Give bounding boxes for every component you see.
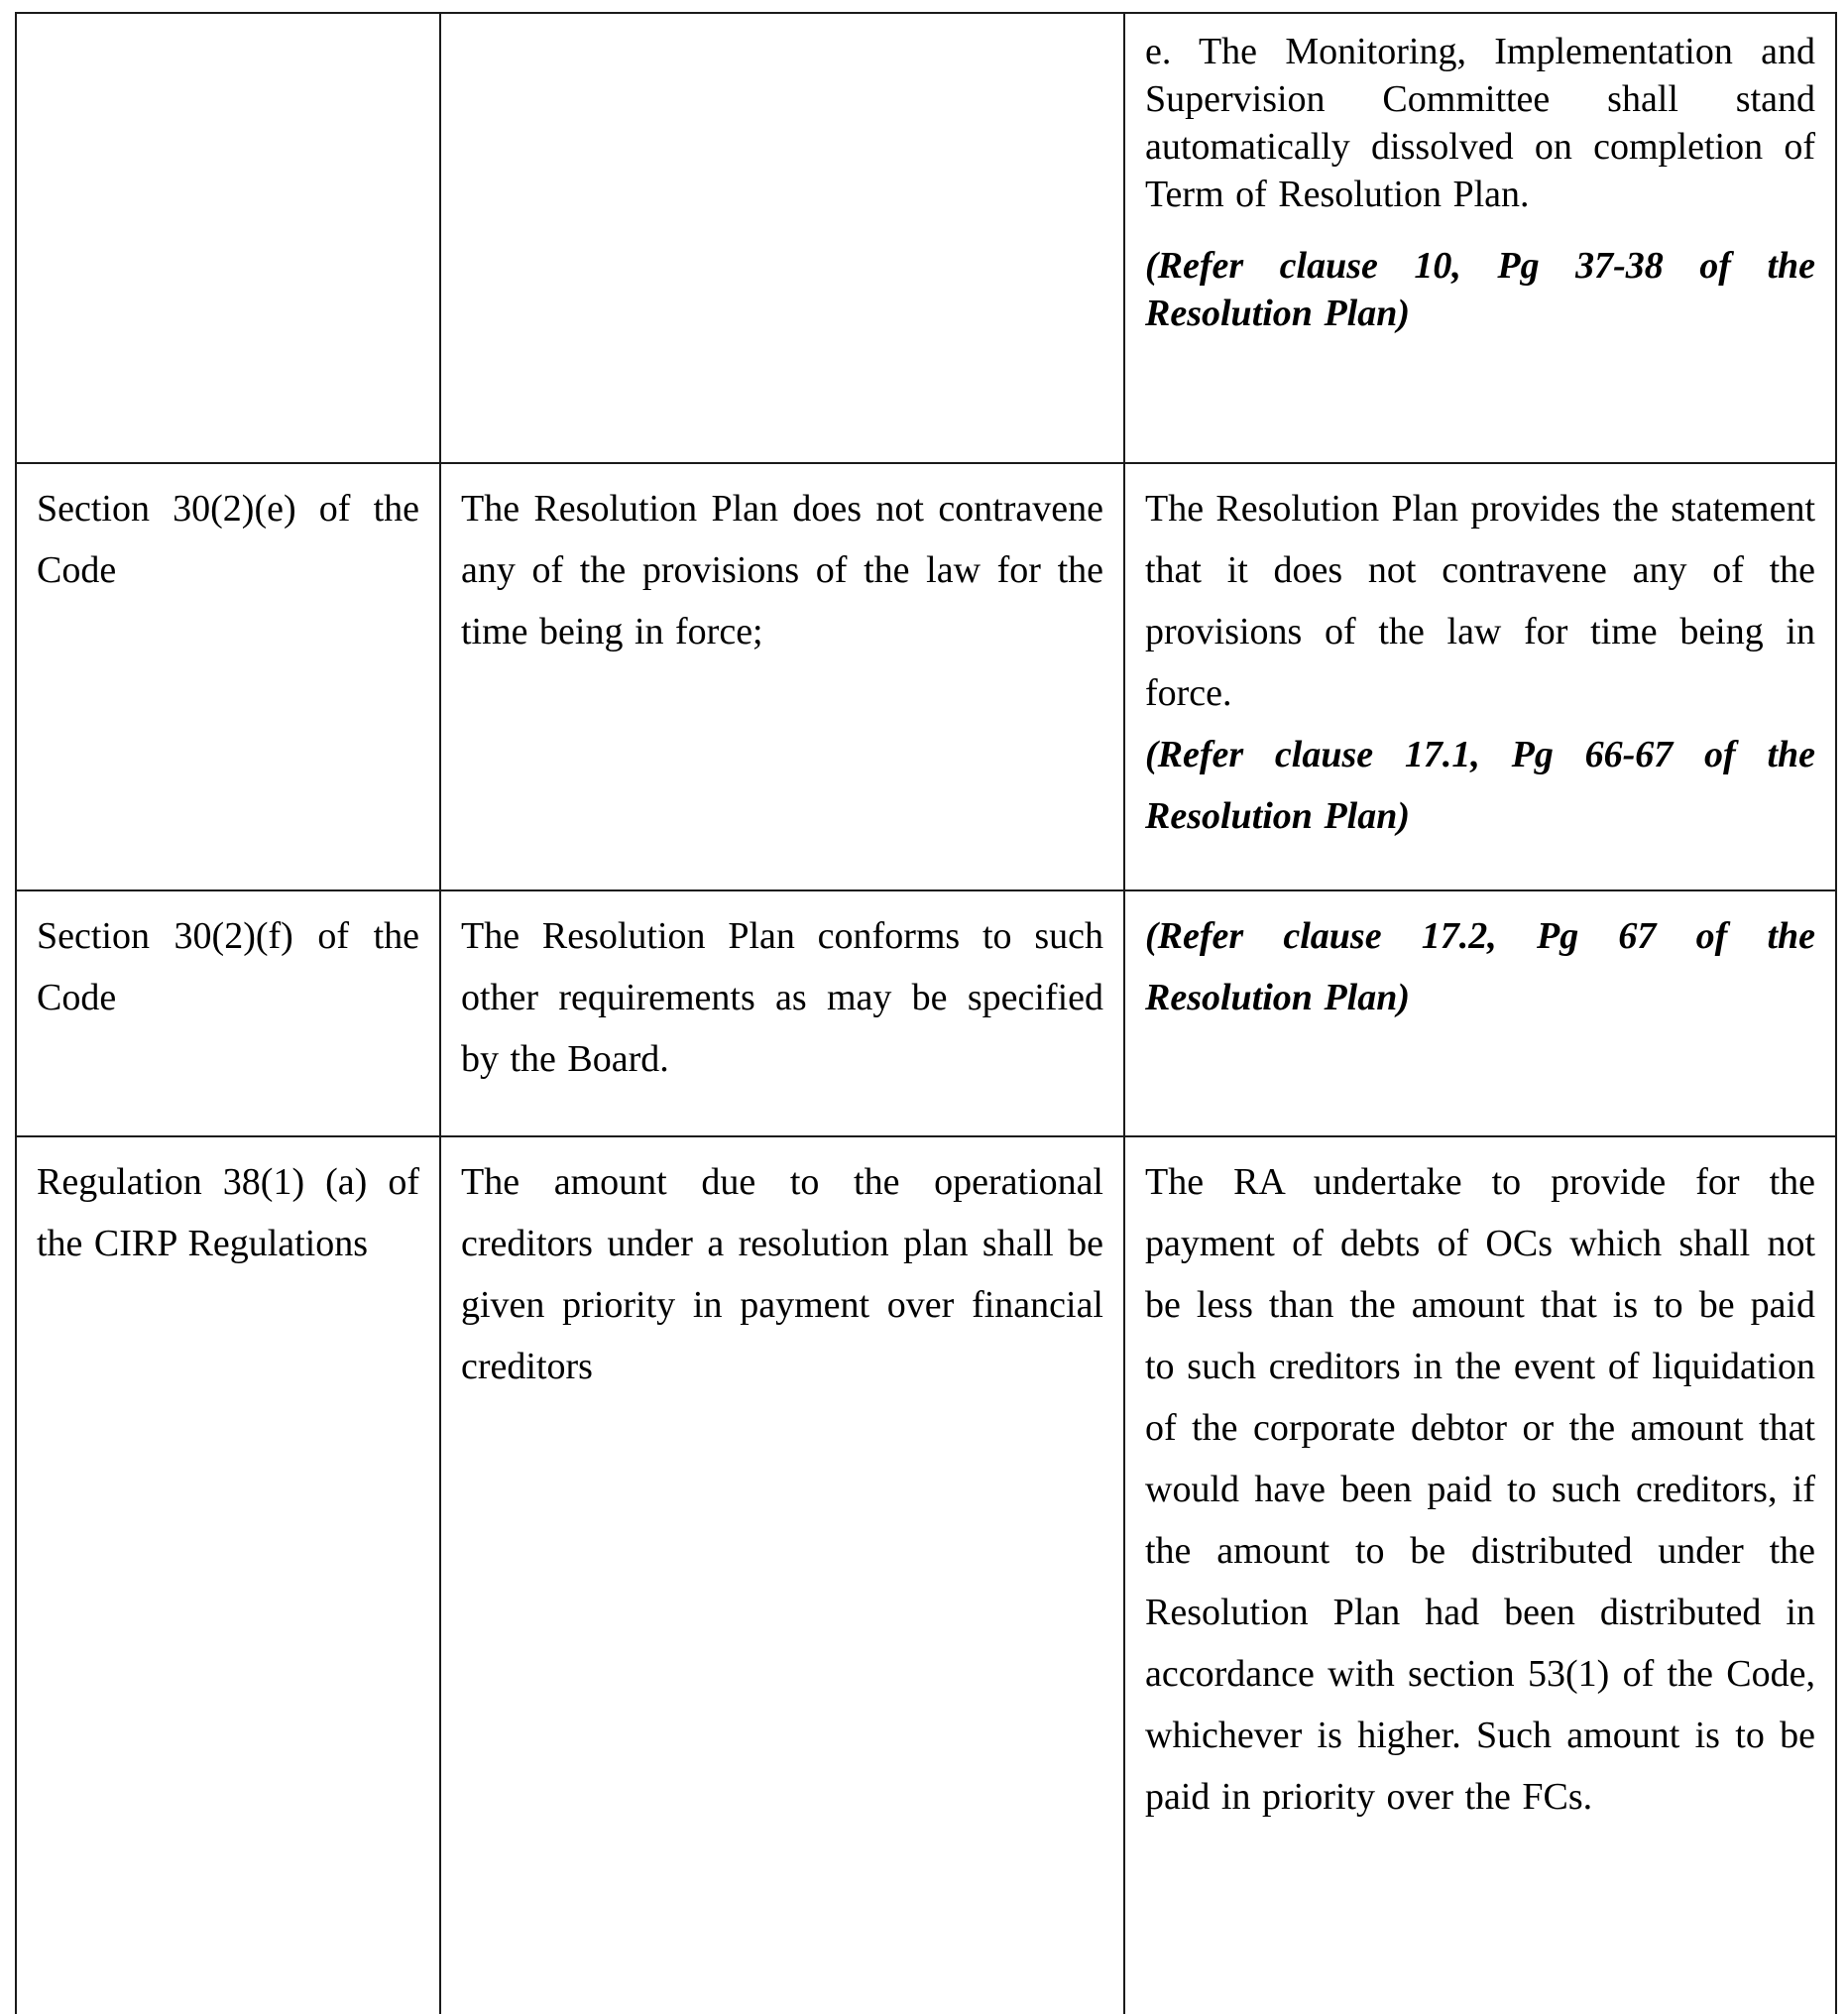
compliance-cell (1124, 890, 1836, 1136)
compliance-table (15, 12, 1837, 2014)
compliance-cell (1124, 1136, 1836, 2014)
requirement-cell: The Resolution Plan does not contravene any of the provisions of the law for the time being in force; (440, 463, 1124, 890)
compliance-text: The Resolution Plan provides the statement that it does not contravene any of the provisions of the law for time being in force. (1145, 488, 1815, 714)
provision-cell (16, 13, 440, 463)
requirement-cell: The amount due to the operational creditors under a resolution plan shall be given priority in payment over financial creditors (440, 1136, 1124, 2014)
compliance-text: e. The Monitoring, Implementation and Supervision Committee shall stand automatically dissolved on completion of Term of Resolution Plan. (1145, 31, 1815, 215)
compliance-cell (1124, 463, 1836, 890)
provision-cell: Section 30(2)(e) of the Code (16, 463, 440, 890)
table-row (16, 1136, 1836, 2014)
table-row (16, 463, 1836, 890)
clause-reference: (Refer clause 10, Pg 37-38 of the Resolution Plan) (1145, 245, 1815, 334)
clause-reference: (Refer clause 17.1, Pg 66-67 of the Resolution Plan) (1145, 734, 1815, 837)
compliance-cell (1124, 13, 1836, 463)
provision-cell: Section 30(2)(f) of the Code (16, 890, 440, 1136)
requirement-cell: The Resolution Plan conforms to such other requirements as may be specified by the Board. (440, 890, 1124, 1136)
clause-reference: (Refer clause 17.2, Pg 67 of the Resolution Plan) (1145, 915, 1815, 1018)
compliance-text: The RA undertake to provide for the payment of debts of OCs which shall not be less than the amount that is to be paid to such creditors in the event of liquidation of the corporate debtor or the amount that would have been paid to such creditors, if the amount to be distributed under the Resolution Plan had been distributed in accordance with section 53(1) of the Code, whichever is higher. Such amount is to be paid in priority over the FCs. (1145, 1161, 1815, 1818)
table-row (16, 890, 1836, 1136)
requirement-cell (440, 13, 1124, 463)
table-row (16, 13, 1836, 463)
provision-cell: Regulation 38(1) (a) of the CIRP Regulations (16, 1136, 440, 2014)
